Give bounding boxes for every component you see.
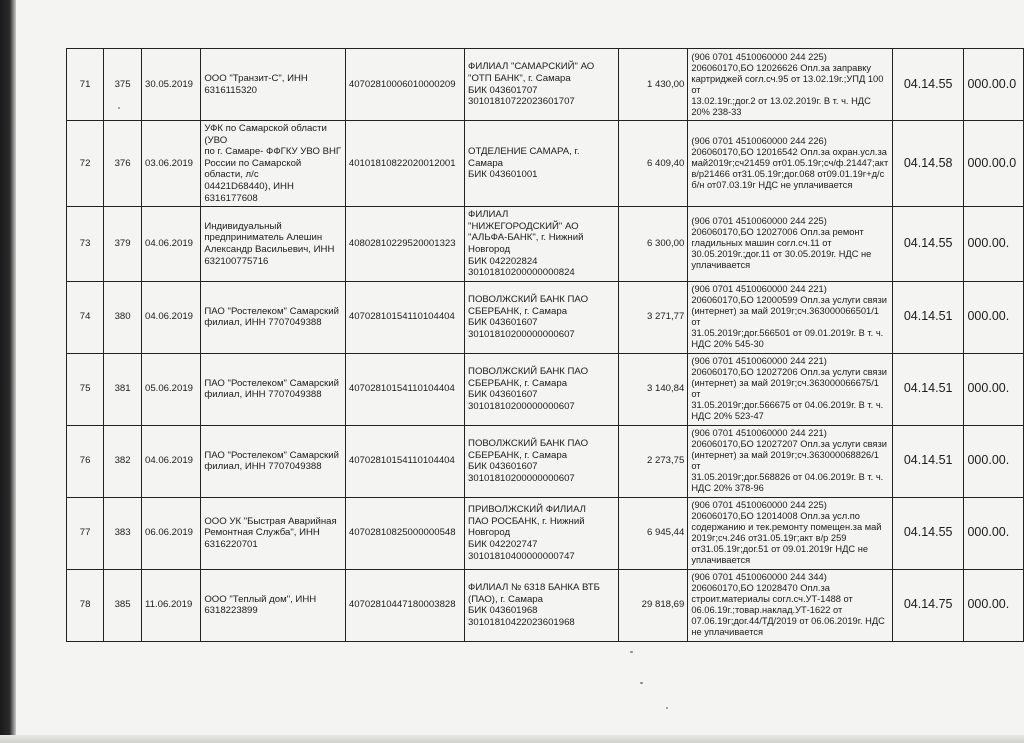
- payment-purpose: (906 0701 4510060000 244 225) 206060170,БО 12027006 Опл.за ремонт гладильных машин согл.сч.11 от 30.05.2019г.;дог.11 от 30.05.2019г. НДС не уплачивается: [688, 207, 892, 282]
- payment-purpose: (906 0701 4510060000 244 221) 206060170,БО 12000599 Опл.за услуги связи (интернет) за май 2019г;сч.363000066501/1 от 31.05.2019г;дог.566501 от 09.01.2019г. В т. ч. НДС 20% 545-30: [688, 281, 892, 353]
- account-number: 40702810447180003828: [345, 569, 464, 641]
- budget-code: 04.14.51: [892, 281, 964, 353]
- document-number: 383: [104, 497, 142, 569]
- document-number: 379: [104, 207, 142, 282]
- scan-speck: [118, 107, 120, 109]
- payee-name: Индивидуальный предприниматель Алешин Александр Васильевич, ИНН 632100775716: [201, 207, 346, 282]
- payment-purpose: (906 0701 4510060000 244 344) 206060170,БО 12028470 Опл.за строит.материалы согл.сч.УТ-1488 от 06.06.19г.;товар.наклад.УТ-1622 от 07.06.19г;дог.44/ТД/2019 от 06.06.2019г. НДС не уплачивается: [688, 569, 892, 641]
- document-number: 380: [104, 281, 142, 353]
- payment-purpose: (906 0701 4510060000 244 226) 206060170,БО 12016542 Опл.за охран.усл.за май2019г;сч21459 от01.05.19г;сч/ф.21447;акт в/р21466 от31.05.19г;дог.068 от09.01.19г+д/с б/н от07.03.19г НДС не уплачивается: [688, 121, 892, 207]
- amount: 1 430,00: [619, 49, 688, 121]
- scan-speck: [666, 707, 668, 709]
- payment-date: 30.05.2019: [141, 49, 200, 121]
- payment-date: 06.06.2019: [141, 497, 200, 569]
- sub-code: 000.00.: [964, 207, 1024, 282]
- scan-bottom-edge: [0, 735, 1024, 743]
- row-number: 72: [67, 121, 104, 207]
- account-number: 40702810006010000209: [345, 49, 464, 121]
- scan-speck: [640, 682, 643, 684]
- amount: 6 409,40: [619, 121, 688, 207]
- document-number: 381: [104, 353, 142, 425]
- budget-code: 04.14.55: [892, 49, 964, 121]
- bank-details: ФИЛИАЛ № 6318 БАНКА ВТБ (ПАО), г. Самара БИК 043601968 30101810422023601968: [465, 569, 619, 641]
- payee-name: ООО "Теплый дом", ИНН 6318223899: [201, 569, 346, 641]
- sub-code: 000.00.: [964, 425, 1024, 497]
- table-row: [67, 281, 1024, 353]
- payment-date: 04.06.2019: [141, 207, 200, 282]
- bank-details: ПОВОЛЖСКИЙ БАНК ПАО СБЕРБАНК, г. Самара БИК 043601607 30101810200000000607: [465, 281, 619, 353]
- row-number: 71: [67, 49, 104, 121]
- account-number: 40702810154110104404: [345, 353, 464, 425]
- payment-date: 04.06.2019: [141, 281, 200, 353]
- bank-details: ФИЛИАЛ "САМАРСКИЙ" АО "ОТП БАНК", г. Самара БИК 043601707 30101810722023601707: [465, 49, 619, 121]
- payee-name: ПАО "Ростелеком" Самарский филиал, ИНН 7707049388: [201, 281, 346, 353]
- payee-name: УФК по Самарской области (УВО по г. Самаре- ФФГКУ УВО ВНГ России по Самарской области, л/с 04421D68440), ИНН 6316177608: [201, 121, 346, 207]
- account-number: 40702810154110104404: [345, 281, 464, 353]
- account-number: 40702810825000000548: [345, 497, 464, 569]
- bank-details: ФИЛИАЛ "НИЖЕГОРОДСКИЙ" АО "АЛЬФА-БАНК", г. Нижний Новгород БИК 042202824 30101810200000000824: [465, 207, 619, 282]
- payee-name: ПАО "Ростелеком" Самарский филиал, ИНН 7707049388: [201, 425, 346, 497]
- amount: 6 945,44: [619, 497, 688, 569]
- sub-code: 000.00.: [964, 497, 1024, 569]
- table-row: [67, 353, 1024, 425]
- payee-name: ПАО "Ростелеком" Самарский филиал, ИНН 7707049388: [201, 353, 346, 425]
- account-number: 40802810229520001323: [345, 207, 464, 282]
- budget-code: 04.14.55: [892, 207, 964, 282]
- row-number: 73: [67, 207, 104, 282]
- table-row: [67, 569, 1024, 641]
- row-number: 78: [67, 569, 104, 641]
- payments-table: [66, 48, 1024, 642]
- payment-date: 05.06.2019: [141, 353, 200, 425]
- table-row: [67, 49, 1024, 121]
- sub-code: 000.00.: [964, 353, 1024, 425]
- payment-date: 03.06.2019: [141, 121, 200, 207]
- sub-code: 000.00.0: [964, 49, 1024, 121]
- table-row: [67, 121, 1024, 207]
- table-row: [67, 207, 1024, 282]
- payment-purpose: (906 0701 4510060000 244 221) 206060170,БО 12027206 Опл.за услуги связи (интернет) за май 2019г;сч.363000066675/1 от 31.05.2019г;дог.566675 от 04.06.2019г. В т. ч. НДС 20% 523-47: [688, 353, 892, 425]
- row-number: 74: [67, 281, 104, 353]
- payment-purpose: (906 0701 4510060000 244 221) 206060170,БО 12027207 Опл.за услуги связи (интернет) за май 2019г;сч.363000068826/1 от 31.05.2019г;дог.568826 от 04.06.2019г. В т. ч. НДС 20% 378-96: [688, 425, 892, 497]
- document-number: 382: [104, 425, 142, 497]
- sub-code: 000.00.: [964, 281, 1024, 353]
- budget-code: 04.14.75: [892, 569, 964, 641]
- row-number: 77: [67, 497, 104, 569]
- document-number: 376: [104, 121, 142, 207]
- budget-code: 04.14.51: [892, 425, 964, 497]
- payee-name: ООО УК "Быстрая Аварийная Ремонтная Служба", ИНН 6316220701: [201, 497, 346, 569]
- bank-details: ПРИВОЛЖСКИЙ ФИЛИАЛ ПАО РОСБАНК, г. Нижний Новгород БИК 042202747 30101810400000000747: [465, 497, 619, 569]
- bank-details: ПОВОЛЖСКИЙ БАНК ПАО СБЕРБАНК, г. Самара БИК 043601607 30101810200000000607: [465, 425, 619, 497]
- scan-speck: [630, 651, 633, 653]
- amount: 6 300,00: [619, 207, 688, 282]
- amount: 3 140,84: [619, 353, 688, 425]
- row-number: 75: [67, 353, 104, 425]
- account-number: 40101810822020012001: [345, 121, 464, 207]
- payee-name: ООО "Транзит-С", ИНН 6316115320: [201, 49, 346, 121]
- amount: 29 818,69: [619, 569, 688, 641]
- amount: 2 273,75: [619, 425, 688, 497]
- table-row: [67, 425, 1024, 497]
- payment-date: 04.06.2019: [141, 425, 200, 497]
- document-number: 385: [104, 569, 142, 641]
- amount: 3 271,77: [619, 281, 688, 353]
- budget-code: 04.14.55: [892, 497, 964, 569]
- sub-code: 000.00.: [964, 569, 1024, 641]
- bank-details: ПОВОЛЖСКИЙ БАНК ПАО СБЕРБАНК, г. Самара БИК 043601607 30101810200000000607: [465, 353, 619, 425]
- payment-purpose: (906 0701 4510060000 244 225) 206060170,БО 12026626 Опл.за заправку картриджей согл.сч.95 от 13.02.19г.;УПД 100 от 13.02.19г.;дог.2 от 13.02.2019г. В т. ч. НДС 20% 238-33: [688, 49, 892, 121]
- row-number: 76: [67, 425, 104, 497]
- budget-code: 04.14.58: [892, 121, 964, 207]
- budget-code: 04.14.51: [892, 353, 964, 425]
- payment-purpose: (906 0701 4510060000 244 225) 206060170,БО 12014008 Опл.за усл.по содержанию и тек.ремонту помещен.за май 2019г;сч.246 от31.05.19г;акт в/р 259 от31.05.19г;дог.51 от 09.01.2019г НДС не уплачивается: [688, 497, 892, 569]
- scan-left-edge: [0, 0, 16, 743]
- bank-details: ОТДЕЛЕНИЕ САМАРА, г. Самара БИК 043601001: [465, 121, 619, 207]
- table-row: [67, 497, 1024, 569]
- payment-date: 11.06.2019: [141, 569, 200, 641]
- document-number: 375: [104, 49, 142, 121]
- sub-code: 000.00.0: [964, 121, 1024, 207]
- account-number: 40702810154110104404: [345, 425, 464, 497]
